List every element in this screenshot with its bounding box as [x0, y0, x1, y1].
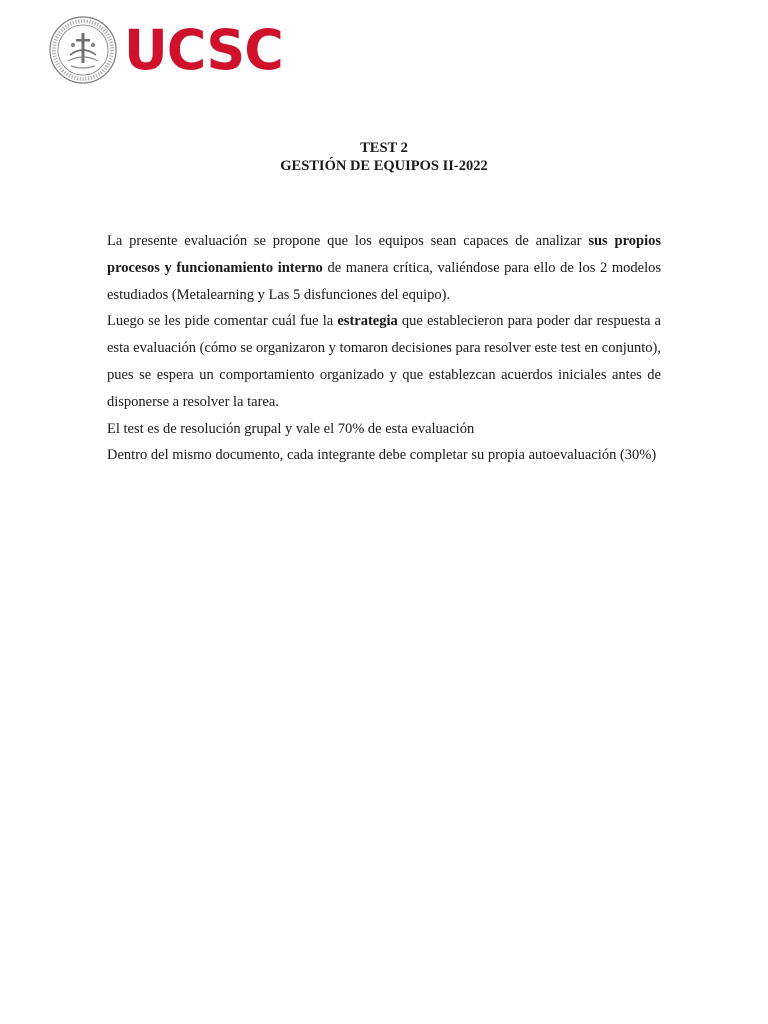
header-logo	[48, 14, 286, 86]
university-seal-icon	[48, 15, 118, 85]
document-body	[107, 228, 661, 469]
paragraph-1-bold-1: sus propios procesos y funcionamiento interno	[107, 233, 661, 276]
paragraph-3	[107, 416, 661, 443]
title-line-2: GESTIÓN DE EQUIPOS II-2022	[280, 158, 488, 174]
paragraph-2-text-1: Luego se les pide comentar cuál fue la	[107, 313, 338, 330]
paragraph-4	[107, 442, 661, 469]
paragraph-1-text-2: de manera crítica, valiéndose para ello de los 2 modelos estudiados (Metalearning y Las 5 disfunciones del equipo).	[107, 259, 661, 303]
paragraph-1-text-1: La presente evaluación se propone que los equipos sean capaces de analizar	[107, 233, 589, 249]
paragraph-2-text-2: que establecieron para poder dar respuesta a esta evaluación (cómo se organizaron y tomaron decisiones para resolver este test en conjunto), pues se espera un comportamiento organizado y que establezcan acuerdos iniciales antes de disponerse a resolver la tarea.	[107, 313, 661, 410]
paragraph-1	[107, 228, 661, 308]
brand-wordmark: UCSC	[124, 17, 283, 82]
title-line-1: TEST 2	[360, 140, 408, 156]
paragraph-4-text-1: Dentro del mismo documento, cada integrante debe completar su propia autoevaluación (30%)	[107, 447, 657, 464]
paragraph-3-text-1: El test es de resolución grupal y vale el 70% de esta evaluación	[107, 420, 475, 437]
paragraph-2	[107, 308, 661, 415]
document-title	[0, 139, 768, 175]
paragraph-2-bold-1: estrategia	[337, 313, 398, 330]
